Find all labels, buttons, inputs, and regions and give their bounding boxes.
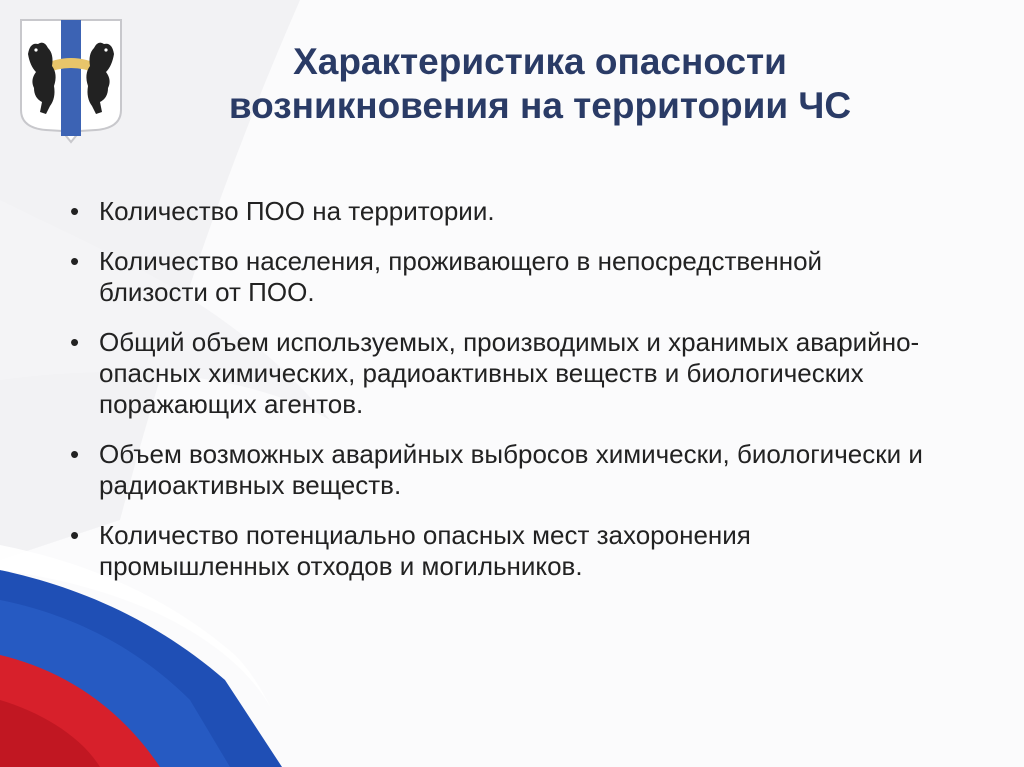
bullet-item-5: • Количество потенциально опасных мест захоронения промышленных отходов и могильников. [68, 520, 938, 582]
slide-title [160, 40, 920, 128]
bullet-item-2: • Количество населения, проживающего в непосредственной близости от ПОО. [68, 246, 938, 308]
bullet-item-4: • Объем возможных аварийных выбросов химически, биологически и радиоактивных веществ. [68, 439, 938, 501]
bullet-item-3: • Общий объем используемых, производимых и хранимых аварийно-опасных химических, радиоактивных веществ и биологических поражающих агентов. [68, 327, 938, 420]
bullet-list [68, 196, 938, 601]
title-line-1: Характеристика опасности [293, 41, 787, 82]
coat-of-arms-emblem [18, 14, 124, 146]
bullet-item-1: • Количество ПОО на территории. [68, 196, 938, 227]
title-line-2: возникновения на территории ЧС [228, 85, 852, 126]
